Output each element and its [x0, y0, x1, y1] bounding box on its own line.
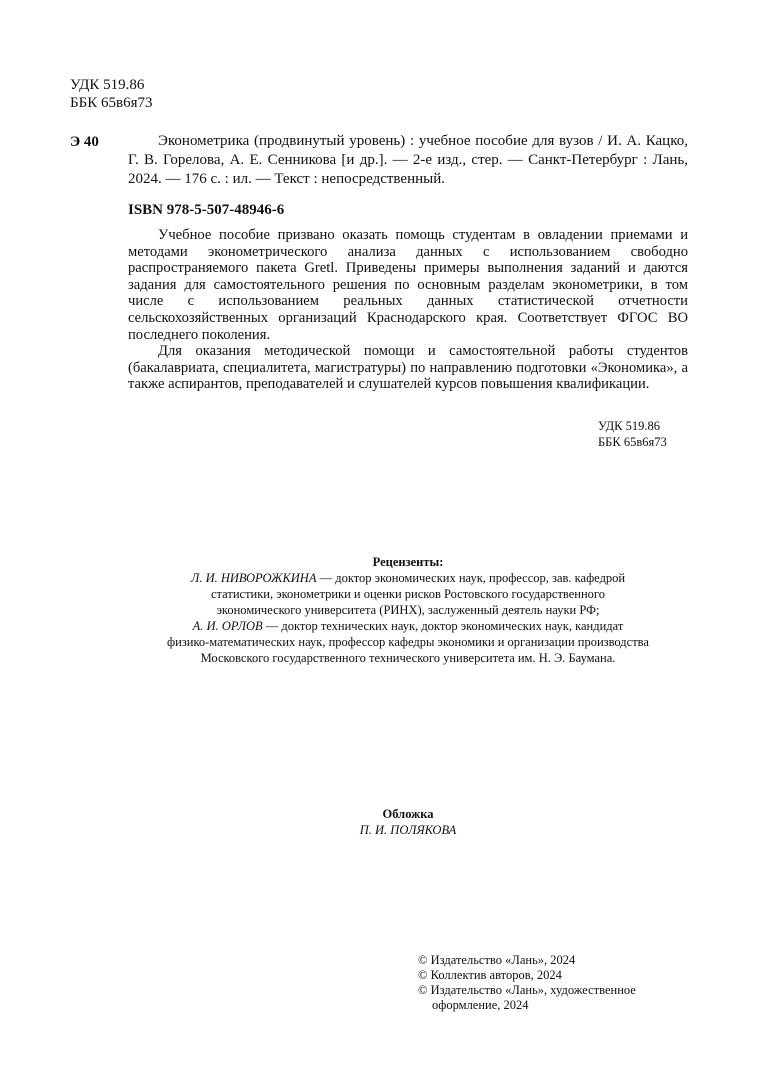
reviewers-block [128, 554, 688, 666]
reviewer-1-line-2: статистики, эконометрики и оценки рисков Ростовского государственного [210, 587, 605, 601]
udk-code-bottom: УДК 519.86 [598, 419, 660, 433]
bbk-code: ББК 65в6я73 [70, 95, 153, 111]
udk-code: УДК 519.86 [70, 77, 145, 93]
reviewer-1-line-3: экономического университета (РИНХ), заслуженный деятель науки РФ; [216, 603, 600, 617]
reviewer-2-line-1: — доктор технических наук, доктор экономических наук, кандидат [262, 619, 624, 633]
reviewer-2-line-2: физико-математических наук, профессор кафедры экономики и организации производства [167, 635, 649, 649]
cover-heading: Обложка [382, 807, 434, 821]
annotation-paragraph-1: Учебное пособие призвано оказать помощь студентам в овладении приемами и методами эконометрического анализа данных с использованием свободно распространяемого пакета Gretl. Приведены примеры выполнения заданий и даются задания для самостоятельного решения по основным разделам эконометрики, в том числе с использованием реальных данных статистической отчетности сельскохозяйственных организаций Краснодарского края. Соответствует ФГОС ВО последнего поколения. [128, 227, 688, 343]
annotation [128, 227, 688, 393]
copyright-block [418, 953, 698, 1013]
reviewer-2-name: А. И. ОРЛОВ [192, 619, 263, 633]
reviewer-2-line-3: Московского государственного технического университета им. Н. Э. Баумана. [200, 651, 616, 665]
copyright-line-2: © Коллектив авторов, 2024 [418, 968, 562, 982]
author-sign: Э 40 [70, 134, 99, 150]
copyright-line-3: © Издательство «Лань», художественное [418, 983, 636, 997]
annotation-paragraph-2: Для оказания методической помощи и самостоятельной работы студентов (бакалавриата, специалитета, магистратуры) по направлению подготовки «Экономика», а также аспирантов, преподавателей и слушателей курсов повышения квалификации. [128, 343, 688, 393]
reviewer-1-name: Л. И. НИВОРОЖКИНА [190, 571, 317, 585]
bbk-code-bottom: ББК 65в6я73 [598, 435, 667, 449]
bibliographic-text: Эконометрика (продвинутый уровень) : учебное пособие для вузов / И. А. Кацко, Г. В. Горелова, А. Е. Сенникова [и др.]. — 2-е изд., стер. — Санкт-Петербург : Лань, 2024. — 176 с. : ил. — Текст : непосредственный. [128, 133, 688, 187]
isbn: ISBN 978-5-507-48946-6 [128, 202, 285, 218]
bibliographic-record [128, 132, 688, 189]
udk-bbk-header [70, 76, 152, 112]
reviewers-heading: Рецензенты: [372, 555, 444, 569]
reviewer-1 [128, 570, 688, 586]
copyright-line-4: оформление, 2024 [432, 998, 529, 1012]
cover-designer: П. И. ПОЛЯКОВА [359, 823, 457, 837]
udk-bbk-footer [598, 418, 688, 450]
reviewer-2 [128, 618, 688, 634]
reviewer-1-line-1: — доктор экономических наук, профессор, зав. кафедрой [316, 571, 626, 585]
copyright-line-1: © Издательство «Лань», 2024 [418, 953, 576, 967]
cover-credit [128, 806, 688, 838]
